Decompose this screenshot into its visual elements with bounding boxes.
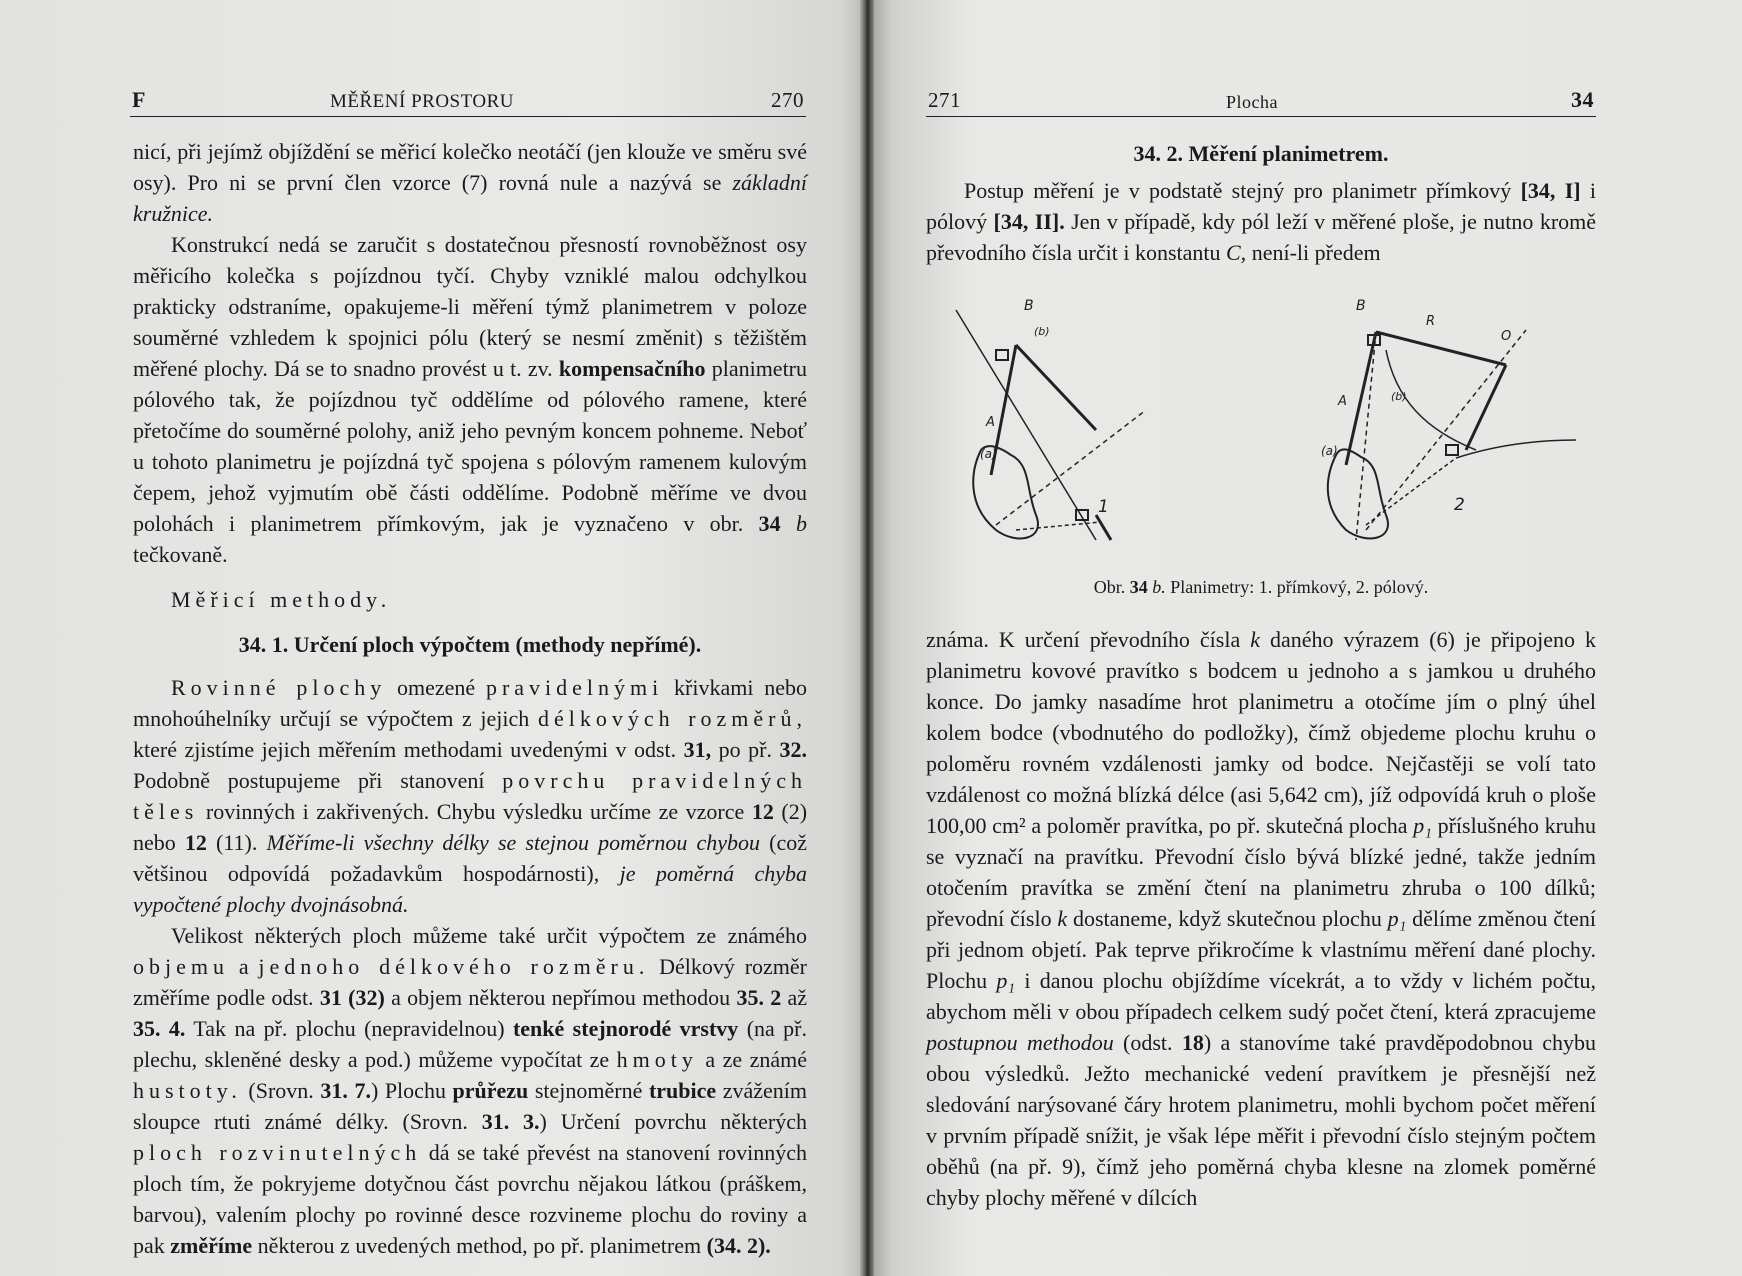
wheel-1a <box>996 350 1008 360</box>
running-title: Plocha <box>1226 92 1278 112</box>
right-intro-text <box>926 138 1596 268</box>
left-page-header <box>130 86 806 117</box>
paragraph: Velikost některých ploch můžeme také určit výpočtem ze známého objemu a jednoho délkového rozměru. Délkový rozměr změříme podle odst. 31 (32) a objem některou nepřímou methodou 35. 2 až 35. 4. Tak na př. plochu (nepravidelnou) tenké stejnorodé vrstvy (na př. plechu, skleněné desky a pod.) můžeme vypočítat ze hmoty a ze známé hustoty. (Srovn. 31. 7.) Plochu průřezu stejnoměrné trubice zvážením sloupce rtuti známé délky. (Srovn. 31. 3.) Určení povrchu některých ploch rozvinutelných dá se také převést na stanovení rovinných ploch tím, že pokryjeme dotyčnou část povrchu nějakou látkou (práškem, barvou), valením plochy po rovinné desce rozvineme plochu do roviny a pak změříme některou z uvedených method, po př. planimetrem (34. 2). <box>133 923 808 1258</box>
label-O: O <box>1501 329 1512 344</box>
paragraph: Konstrukcí nedá se zaručit s dostatečnou přesností rovnoběžnost osy měřicího kolečka s pojízdnou tyčí. Chyby vzniklé malou odchylkou prakticky odstraníme, opakujeme-li měření týmž planimetrem v poloze souměrné vzhledem k spojnici pólu (který se nesmí změnit) s těžištěm měřené plochy. Dá se to snadno provést u t. zv. kompensačního planimetru pólového tak, že pojízdnou tyč oddělíme od pólového ramene, které přetočíme do souměrné polohy, aniž jeho pevným koncem pohneme. Neboť u tohoto planimetru je pojízdná tyč spojena s pólovým ramenem kulovým čepem, jehož vyjmutím obě části oddělíme. Podobně měříme ve dvou polohách i planimetrem přímkovým, jak je vyznačeno v obr. 34 b tečkovaně. <box>133 232 808 567</box>
pole-arm <box>1376 332 1506 365</box>
left-page <box>0 0 866 1276</box>
paragraph: známa. K určení převodního čísla k daného výrazem (6) je připojeno k planimetru kovové pravítko s bodcem u jednoho a s jamkou u druhého konce. Do jamky nasadíme hrot planimetru a otočíme jím o plný úhel kolem bodce (vbodnutého do podložky), čímž objedeme plochu kruhu o poloměru rovném vzdálenosti jamky od bodce. Nejčastěji se volí tato vzdálenost co možná blízká délce (asi 5,642 cm), jíž odpovídá kruh o ploše 100,00 cm² a poloměr pravítka, po př. skutečná plocha p₁ příslušného kruhu se vyznačí na pravítku. Převodní číslo bývá blízké jedné, takže jedním otočením pravítka se změní čtení na planimetru zhruba o 100 dílků; převodní číslo k dostaneme, když skutečnou plochu p₁ dělíme změnou čtení při jednom objetí. Pak teprve přikročíme k vlastnímu měření dané plochy. Plochu p₁ i danou plochu objíždíme vícekrát, a to vždy v lichém počtu, abychom měli v obou případech celkem sudý počet čtení, která zpracujeme postupnou methodou (odst. 18) a stanovíme také pravděpodobnou chybu obou výsledků. Ježto mechanické vedení pravítkem je přesnější než sledování narýsované čáry hrotem planimetru, mohli bychom počet měření v prvním případě snížit, je však lépe měřit i převodní číslo stejným počtem oběhů (na př. 9), čímž jeho poměrná chyba klesne na zlomek poměrné chyby plochy měřené v dílcích <box>926 627 1597 1210</box>
methods-title: Měřicí methody. <box>171 587 392 612</box>
paragraph: Postup měření je v podstatě stejný pro planimetr přímkový [34, I] i pólový [34, II]. Jen v případě, kdy pól leží v měřené ploše, je nutno kromě převodního čísla určit i konstantu C, není-li předem <box>926 178 1597 265</box>
pole-arm-2 <box>1466 365 1506 450</box>
label-R: R <box>1426 314 1436 329</box>
paragraph: nicí, při jejímž objíždění se měřicí kolečko neotáčí (jen klouže ve směru své osy). Pro ni se první člen vzorce (7) rovná nule a nazývá se základní kružnice. <box>133 139 808 226</box>
label-n2: 2 <box>1454 495 1465 515</box>
right-page <box>866 0 1742 1276</box>
figure-caption: Obr. 34 b. Planimetry: 1. přímkový, 2. pólový. <box>1093 577 1429 597</box>
right-body-text <box>926 624 1596 1213</box>
label-A2: A <box>1338 394 1347 409</box>
right-page-header <box>926 86 1596 117</box>
label-n1: 1 <box>1098 497 1109 517</box>
label-b2: (b) <box>1391 390 1407 403</box>
label-B1: B <box>1024 298 1034 314</box>
label-B2: B <box>1356 298 1366 314</box>
diagonal-1b <box>996 410 1146 525</box>
page-number: 270 <box>771 88 804 112</box>
section-heading: 34. 2. Měření planimetrem. <box>1133 141 1389 166</box>
label-a2: (a) <box>1321 444 1338 458</box>
page-number: 271 <box>928 88 961 112</box>
rail-line-1 <box>1016 345 1096 430</box>
paragraph: Rovinné plochy omezené pravidelnými křivkami nebo mnohoúhelníky určují se výpočtem z jejich délkových rozměrů, které zjistíme jejich měřením methodami uvedenými v odst. 31, po př. 32. Podobně postupujeme při stanovení povrchu pravidelných těles rovinných i zakřivených. Chybu výsledku určíme ze vzorce 12 (2) nebo 12 (11). Měříme-li všechny délky se stejnou poměrnou chybou (což většinou odpovídá požadavkům hospodárnosti), je poměrná chyba vypočtené plochy dvojnásobná. <box>133 675 808 917</box>
diagonal-2b <box>1366 330 1526 530</box>
diagonal-2a <box>1356 332 1376 540</box>
section-letter: F <box>132 87 146 112</box>
running-title: MĚŘENÍ PROSTORU <box>330 91 514 112</box>
planimeter-figure <box>936 290 1616 560</box>
left-body-text <box>133 136 807 1261</box>
label-A1: A <box>986 415 995 430</box>
book-gutter <box>860 0 874 1276</box>
tracer-arm-2 <box>1346 332 1376 465</box>
label-b1: (b) <box>1034 325 1050 338</box>
rod-1-end <box>1096 515 1111 540</box>
label-a1: (a) <box>980 447 997 461</box>
wheel-2b <box>1446 445 1458 455</box>
section-heading: 34. 1. Určení ploch výpočtem (methody nepřímé). <box>238 632 702 657</box>
section-number: 34 <box>1571 87 1594 112</box>
